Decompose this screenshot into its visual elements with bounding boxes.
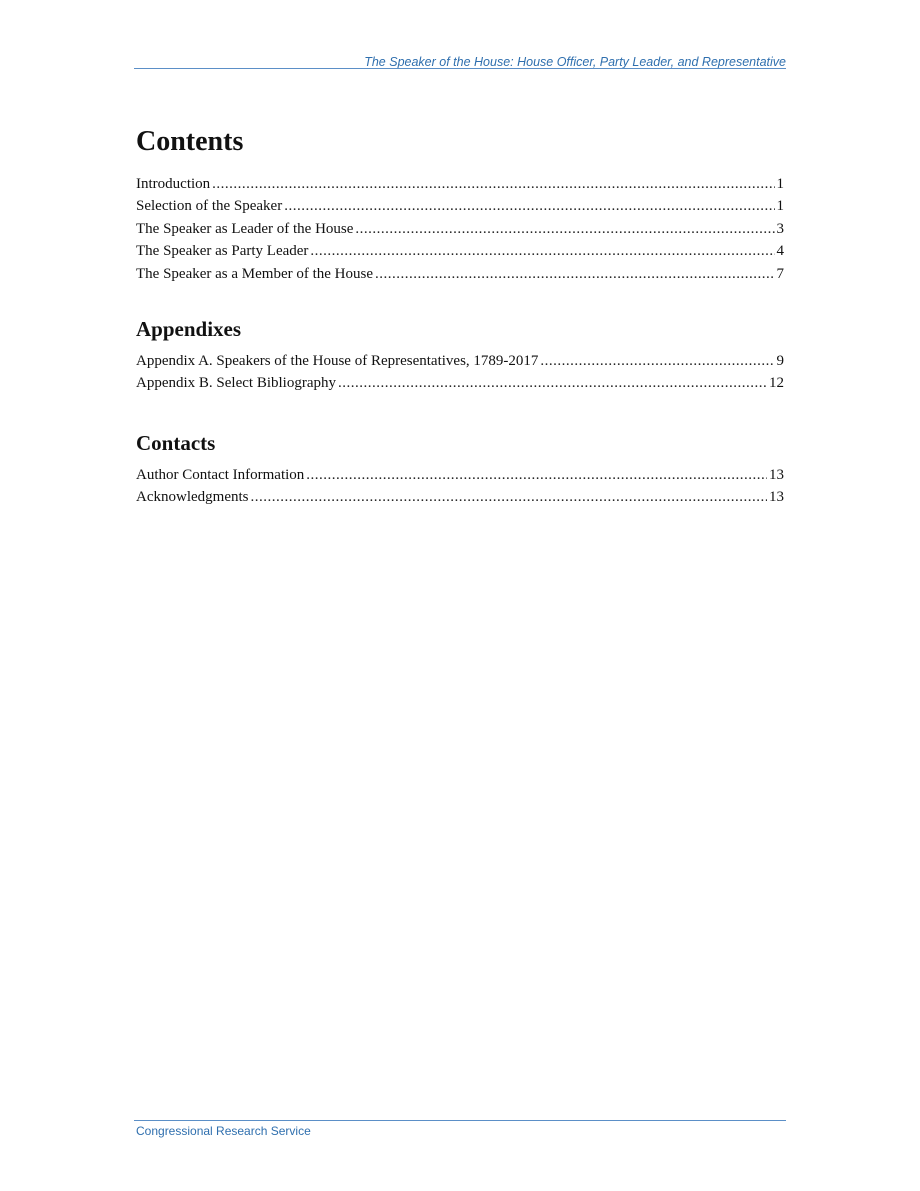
- contents-heading: Contents: [136, 126, 244, 157]
- toc-entry-title: Acknowledgments: [136, 489, 249, 506]
- appendixes-list: [136, 350, 784, 395]
- toc-entry-page: 1: [776, 198, 784, 215]
- toc-entry-page: 13: [769, 466, 784, 483]
- dot-leader: [212, 173, 774, 195]
- section-spacer: [136, 285, 784, 314]
- dot-leader: [306, 464, 767, 486]
- toc-entry-title: Author Contact Information: [136, 466, 305, 483]
- dot-leader: [338, 372, 767, 394]
- dot-leader: [310, 240, 774, 262]
- toc-entry-page: 7: [776, 265, 784, 282]
- footer-organization: Congressional Research Service: [136, 1124, 311, 1138]
- toc-entry-page: 3: [776, 220, 784, 237]
- toc-entry-selection-of-speaker[interactable]: [136, 195, 784, 217]
- section-spacer: [136, 395, 784, 428]
- toc-entry-page: 1: [776, 176, 784, 192]
- toc-entry-title: Introduction: [136, 176, 211, 192]
- toc-entry-introduction[interactable]: [136, 173, 784, 195]
- toc-entry-leader-of-house[interactable]: [136, 218, 784, 240]
- toc-entry-page: 9: [776, 353, 784, 370]
- toc-entry-title: The Speaker as Party Leader: [136, 243, 309, 260]
- dot-leader: [375, 263, 775, 285]
- toc-entry-appendix-b[interactable]: [136, 372, 784, 394]
- contacts-heading: Contacts: [136, 430, 216, 455]
- table-of-contents: [136, 120, 784, 509]
- toc-entry-party-leader[interactable]: [136, 240, 784, 262]
- toc-entry-title: The Speaker as Leader of the House: [136, 220, 354, 237]
- dot-leader: [540, 350, 774, 372]
- toc-entry-title: Appendix A. Speakers of the House of Representatives, 1789-2017: [136, 353, 539, 370]
- header-rule: [134, 68, 786, 69]
- toc-entry-page: 12: [769, 375, 784, 392]
- toc-entry-acknowledgments[interactable]: [136, 486, 784, 508]
- toc-entry-title: The Speaker as a Member of the House: [136, 265, 373, 282]
- running-header-title: The Speaker of the House: House Officer, Party Leader, and Representative: [364, 55, 786, 69]
- footer-rule: [134, 1120, 786, 1121]
- toc-entry-appendix-a[interactable]: [136, 350, 784, 372]
- toc-entry-member-of-house[interactable]: [136, 263, 784, 285]
- dot-leader: [250, 486, 767, 508]
- toc-entry-title: Selection of the Speaker: [136, 198, 283, 215]
- dot-leader: [355, 218, 774, 240]
- toc-entry-page: 4: [776, 243, 784, 260]
- toc-entry-page: 13: [769, 489, 784, 506]
- contacts-list: [136, 464, 784, 509]
- toc-entry-author-contact[interactable]: [136, 464, 784, 486]
- contents-list: [136, 173, 784, 285]
- appendixes-heading: Appendixes: [136, 317, 242, 342]
- dot-leader: [284, 195, 774, 217]
- toc-entry-title: Appendix B. Select Bibliography: [136, 375, 336, 392]
